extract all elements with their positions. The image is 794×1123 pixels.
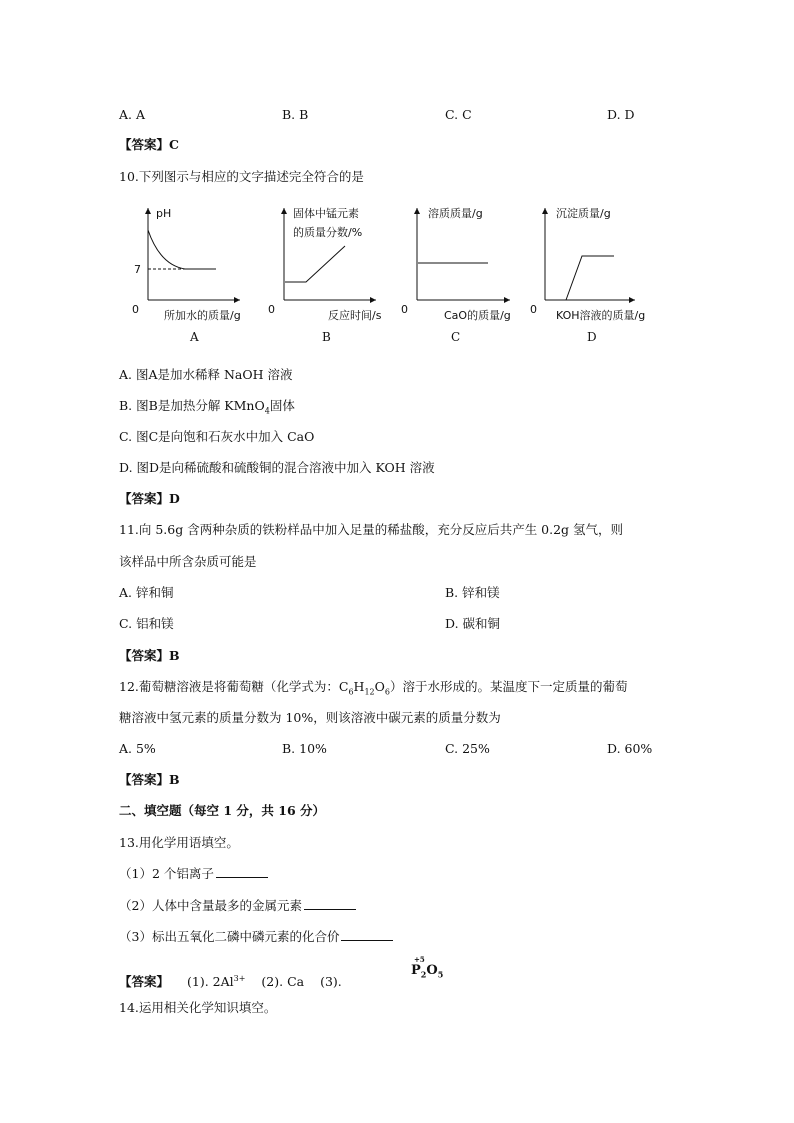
graph-a-xlabel: 所加水的质量/g	[164, 309, 241, 322]
q14-stem: 14.运用相关化学知识填空。	[119, 1000, 277, 1015]
graph-c-ylabel: 溶质质量/g	[428, 207, 483, 220]
q10-option-d: D. 图D是向稀硫酸和硫酸铜的混合溶液中加入 KOH 溶液	[119, 460, 435, 475]
q10-option-c: C. 图C是向饱和石灰水中加入 CaO	[119, 429, 315, 444]
answer-blank[interactable]	[216, 865, 268, 878]
q11-option-b: B. 锌和镁	[445, 585, 500, 600]
q11-option-c: C. 铝和镁	[119, 616, 174, 631]
q9-option-d: D. D	[607, 107, 635, 122]
q11-option-d: D. 碳和铜	[445, 616, 501, 631]
graph-b	[268, 206, 382, 344]
graph-d	[530, 206, 645, 344]
q12-answer: 【答案】B	[119, 772, 180, 787]
q10-answer: 【答案】D	[119, 491, 180, 506]
q11-stem-2: 该样品中所含杂质可能是	[119, 554, 257, 569]
q11-answer: 【答案】B	[119, 648, 180, 663]
q12-option-d: D. 60%	[607, 741, 653, 756]
answer-blank[interactable]	[304, 897, 356, 910]
q11-stem-1: 11.向 5.6g 含两种杂质的铁粉样品中加入足量的稀盐酸，充分反应后共产生 0.2g 氢气，则	[119, 522, 624, 537]
graph-b-origin: 0	[268, 303, 275, 316]
q13-stem: 13.用化学用语填空。	[119, 835, 239, 850]
q9-option-a: A. A	[119, 107, 146, 122]
answer-blank[interactable]	[341, 928, 393, 941]
graph-d-ylabel: 沉淀质量/g	[556, 207, 611, 220]
graph-d-xlabel: KOH溶液的质量/g	[556, 309, 646, 322]
q9-option-c: C. C	[445, 107, 472, 122]
graph-a-ylabel: pH	[156, 207, 172, 220]
graph-c	[401, 206, 511, 344]
graph-c-letter: C	[451, 330, 461, 344]
graph-b-letter: B	[322, 330, 331, 344]
q11-option-a: A. 锌和铜	[119, 585, 174, 600]
q10-option-a: A. 图A是加水稀释 NaOH 溶液	[119, 367, 293, 382]
q12-stem-1: 12.葡萄糖溶液是将葡萄糖（化学式为：$C_6H_{12}O_6$）溶于水形成的。某温度下一定质量的葡萄	[119, 679, 628, 697]
graph-b-ylabel-2: 的质量分数/%	[293, 226, 363, 239]
graph-c-xlabel: CaO的质量/g	[444, 309, 511, 322]
q12-stem-2: 糖溶液中氢元素的质量分数为 10%，则该溶液中碳元素的质量分数为	[119, 710, 501, 725]
graph-a-origin: 0	[132, 303, 139, 316]
p2o5-formula: +5 $P_2O_5$	[411, 955, 444, 980]
q12-option-b: B. 10%	[282, 741, 327, 756]
q10-stem: 10.下列图示与相应的文字描述完全符合的是	[119, 169, 364, 184]
graph-a	[132, 207, 241, 344]
q13-part-3: （3）标出五氧化二磷中磷元素的化合价	[119, 927, 393, 945]
q9-option-b: B. B	[282, 107, 309, 122]
graph-a-letter: A	[190, 330, 199, 344]
q10-option-b: B. 图B是加热分解 KMnO$_4$固体	[119, 398, 295, 416]
q12-option-a: A. 5%	[119, 741, 156, 756]
section-heading: 二、填空题（每空 1 分，共 16 分）	[119, 803, 326, 818]
graph-a-ymark: 7	[134, 263, 141, 276]
graph-b-xlabel: 反应时间/s	[328, 309, 382, 322]
graph-d-origin: 0	[530, 303, 537, 316]
q13-part-2: （2）人体中含量最多的金属元素	[119, 896, 356, 914]
graph-b-ylabel-1: 固体中锰元素	[293, 207, 359, 220]
q13-answer: 【答案】 (1). $2Al^{3+}$ (2). Ca (3).	[119, 973, 342, 989]
q12-option-c: C. 25%	[445, 741, 490, 756]
q13-part-1: （1）2 个铝离子	[119, 864, 268, 882]
q10-graphs	[0, 195, 794, 355]
graph-c-origin: 0	[401, 303, 408, 316]
graph-d-letter: D	[587, 330, 597, 344]
q9-answer: 【答案】C	[119, 137, 179, 152]
